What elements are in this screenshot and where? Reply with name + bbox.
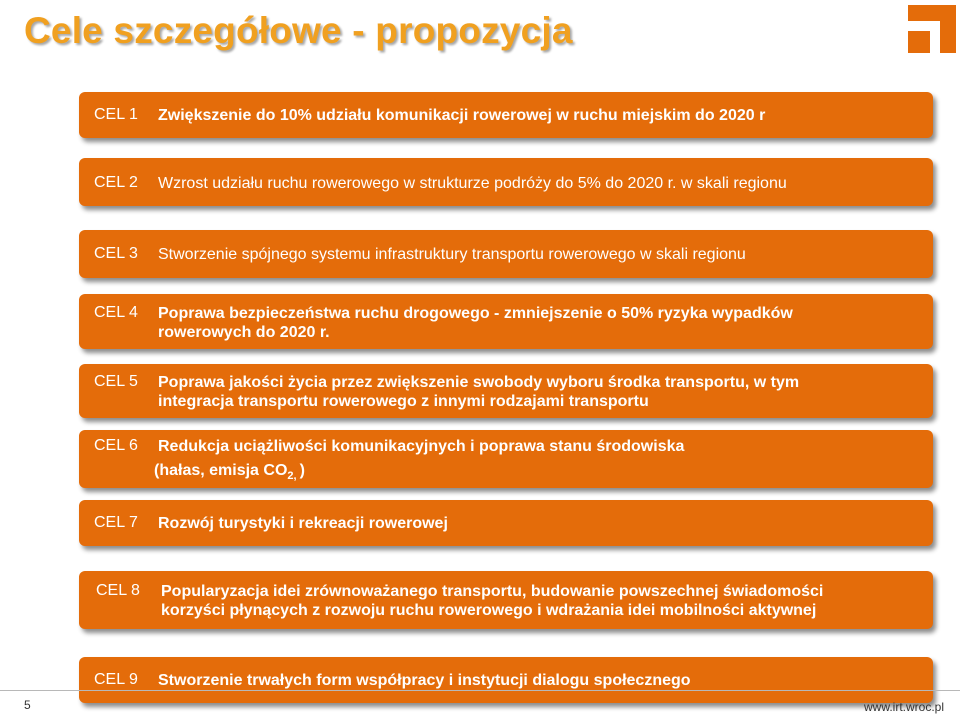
goal-text-line2 (154, 461, 913, 486)
goal-label: CEL 2 (94, 174, 138, 191)
goal-text: Poprawa bezpieczeństwa ruchu drogowego - zmniejszenie o 50% ryzyka wypadków rowerowych do 2020 r. (158, 305, 793, 341)
goal-text: Wzrost udziału ruchu rowerowego w strukturze podróży do 5% do 2020 r. w skali regionu (158, 175, 787, 192)
corner-bracket-logo-icon (906, 3, 958, 55)
goal-row-4 (79, 294, 933, 349)
goal-text: Stworzenie spójnego systemu infrastruktury transportu rowerowego w skali regionu (158, 246, 746, 263)
slide-title: Cele szczegółowe - propozycja (24, 10, 573, 51)
goal-row-7 (79, 500, 933, 546)
footer-divider (0, 690, 960, 691)
goal-label: CEL 1 (94, 106, 138, 123)
goal-text-emission-end: ) (299, 462, 305, 479)
co2-subscript: 2, (287, 470, 300, 483)
goal-label: CEL 7 (94, 514, 138, 531)
goal-row-9 (79, 657, 933, 703)
goal-text: Zwiększenie do 10% udziału komunikacji rowerowej w ruchu miejskim do 2020 r (158, 107, 766, 124)
goal-row-3 (79, 230, 933, 278)
goal-label: CEL 8 (96, 582, 140, 599)
goal-text: Stworzenie trwałych form współpracy i instytucji dialogu społecznego (158, 672, 691, 689)
goal-row-1 (79, 92, 933, 138)
goal-text: Poprawa jakości życia przez zwiększenie swobody wyboru środka transportu, w tym integracja transportu rowerowego z innymi rodzajami transportu (158, 374, 800, 410)
goal-text: Popularyzacja idei zrównoważanego transportu, budowanie powszechnej świadomości korzyści płynących z rozwoju ruchu rowerowego i wdrażania idei mobilności aktywnej (161, 583, 824, 619)
goal-label: CEL 4 (94, 304, 138, 321)
goal-label: CEL 6 (94, 437, 138, 454)
goal-label: CEL 3 (94, 245, 138, 262)
goal-row-2 (79, 158, 933, 206)
goal-text: Rozwój turystyki i rekreacji rowerowej (158, 515, 448, 532)
goal-text-emission: (hałas, emisja CO (154, 462, 288, 479)
goal-row-8 (79, 571, 933, 629)
footer-website: www.irt.wroc.pl (863, 700, 944, 714)
page-number: 5 (24, 698, 31, 712)
goal-label: CEL 9 (94, 671, 138, 688)
goal-label: CEL 5 (94, 373, 138, 390)
goal-row-5 (79, 364, 933, 418)
goal-text: Redukcja uciążliwości komunikacyjnych i poprawa stanu środowiska (158, 438, 685, 455)
goal-row-6 (79, 430, 933, 488)
